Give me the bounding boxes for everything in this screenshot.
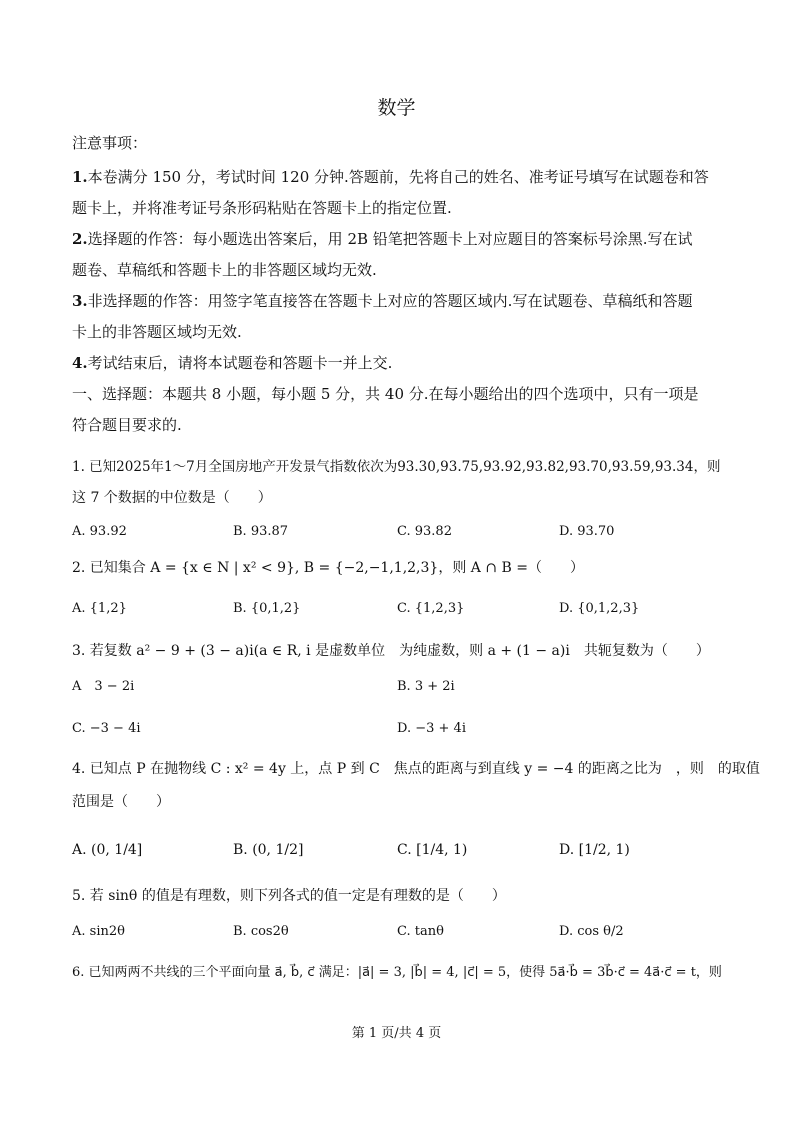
- instruction-2-line2: 题卷、草稿纸和答题卡上的非答题区域均无效.: [72, 261, 377, 279]
- question-1-option-a: A. 93.92: [72, 524, 127, 539]
- instruction-4-line1: [72, 352, 392, 374]
- question-3-option-c: C. −3 − 4i: [72, 721, 141, 736]
- question-2-option-a: A. {1,2}: [72, 601, 127, 616]
- question-5-option-d: D. cos θ/2: [559, 924, 624, 939]
- question-1-line2: 这 7 个数据的中位数是（ ）: [72, 490, 272, 506]
- question-4-line2: 范围是（ ）: [72, 794, 170, 810]
- instruction-1-line1: [72, 166, 709, 188]
- question-6-line1: 6. 已知两两不共线的三个平面向量 a⃗, b⃗, c⃗ 满足：|a⃗| = 3, |b⃗| = 4, |c⃗| = 5，使得 5a⃗·b⃗ = 3b⃗·c⃗ = 4a⃗·c⃗ = t，则: [72, 965, 722, 980]
- question-1-line1: 1. 已知2025年1～7月全国房地产开发景气指数依次为93.30,93.75,93.92,93.82,93.70,93.59,93.34，则: [72, 459, 721, 475]
- question-4-option-b: B. (0, 1/2]: [233, 842, 304, 858]
- question-5-option-c: C. tanθ: [397, 924, 444, 939]
- instruction-3-text: 非选择题的作答：用签字笔直接答在答题卡上对应的答题区域内.写在试题卷、草稿纸和答题: [87, 292, 693, 310]
- question-2-option-d: D. {0,1,2,3}: [559, 601, 640, 616]
- question-5-option-a: A. sin2θ: [72, 924, 125, 939]
- page-title: 数学: [377, 97, 416, 119]
- question-3-option-b: B. 3 + 2i: [397, 679, 455, 694]
- instruction-3-line1: [72, 290, 692, 312]
- question-1-option-d: D. 93.70: [559, 524, 615, 539]
- question-4-option-c: C. [1/4, 1): [397, 842, 468, 858]
- instruction-3-number: 3.: [72, 292, 88, 310]
- instruction-1-line2: 题卡上，并将准考证号条形码粘贴在答题卡上的指定位置.: [72, 199, 452, 217]
- instruction-1-number: 1.: [72, 168, 88, 186]
- question-2-option-c: C. {1,2,3}: [397, 601, 465, 616]
- question-5-line1: 5. 若 sinθ 的值是有理数，则下列各式的值一定是有理数的是（ ）: [72, 888, 506, 904]
- instruction-2-text: 选择题的作答：每小题选出答案后，用 2B 铅笔把答题卡上对应题目的答案标号涂黑.写在试: [87, 230, 693, 248]
- question-4-option-a: A. (0, 1/4]: [72, 842, 143, 858]
- question-2-option-b: B. {0,1,2}: [233, 601, 301, 616]
- section-heading-line2: 符合题目要求的.: [72, 416, 182, 434]
- question-1-option-b: B. 93.87: [233, 524, 289, 539]
- question-3-option-a: A 3 − 2i: [72, 679, 135, 694]
- question-2-line1: 2. 已知集合 A = {x ∈ N | x² < 9}, B = {−2,−1,1,2,3}，则 A ∩ B =（ ）: [72, 560, 584, 576]
- instruction-2-number: 2.: [72, 230, 88, 248]
- question-4-line1: 4. 已知点 P 在抛物线 C : x² = 4y 上，点 P 到 C 焦点的距离与到直线 y = −4 的距离之比为 ，则 的取值: [72, 761, 760, 777]
- section-heading-line1: 一、选择题：本题共 8 小题，每小题 5 分，共 40 分.在每小题给出的四个选项中，只有一项是: [72, 385, 699, 403]
- notice-heading: 注意事项：: [72, 134, 148, 152]
- question-5-option-b: B. cos2θ: [233, 924, 289, 939]
- instruction-4-text: 考试结束后，请将本试题卷和答题卡一并上交.: [87, 354, 393, 372]
- instruction-4-number: 4.: [72, 354, 88, 372]
- question-3-line1: 3. 若复数 a² − 9 + (3 − a)i(a ∈ R, i 是虚数单位 为纯虚数，则 a + (1 − a)i 共轭复数为（ ）: [72, 643, 710, 659]
- question-1-option-c: C. 93.82: [397, 524, 452, 539]
- instruction-2-line1: [72, 228, 693, 250]
- question-3-option-d: D. −3 + 4i: [397, 721, 466, 736]
- page-footer: 第 1 页/共 4 页: [351, 1026, 442, 1041]
- question-4-option-d: D. [1/2, 1): [559, 842, 630, 858]
- instruction-3-line2: 卡上的非答题区域均无效.: [72, 323, 242, 341]
- instruction-1-text: 本卷满分 150 分，考试时间 120 分钟.答题前，先将自己的姓名、准考证号填写在试题卷和答: [87, 168, 709, 186]
